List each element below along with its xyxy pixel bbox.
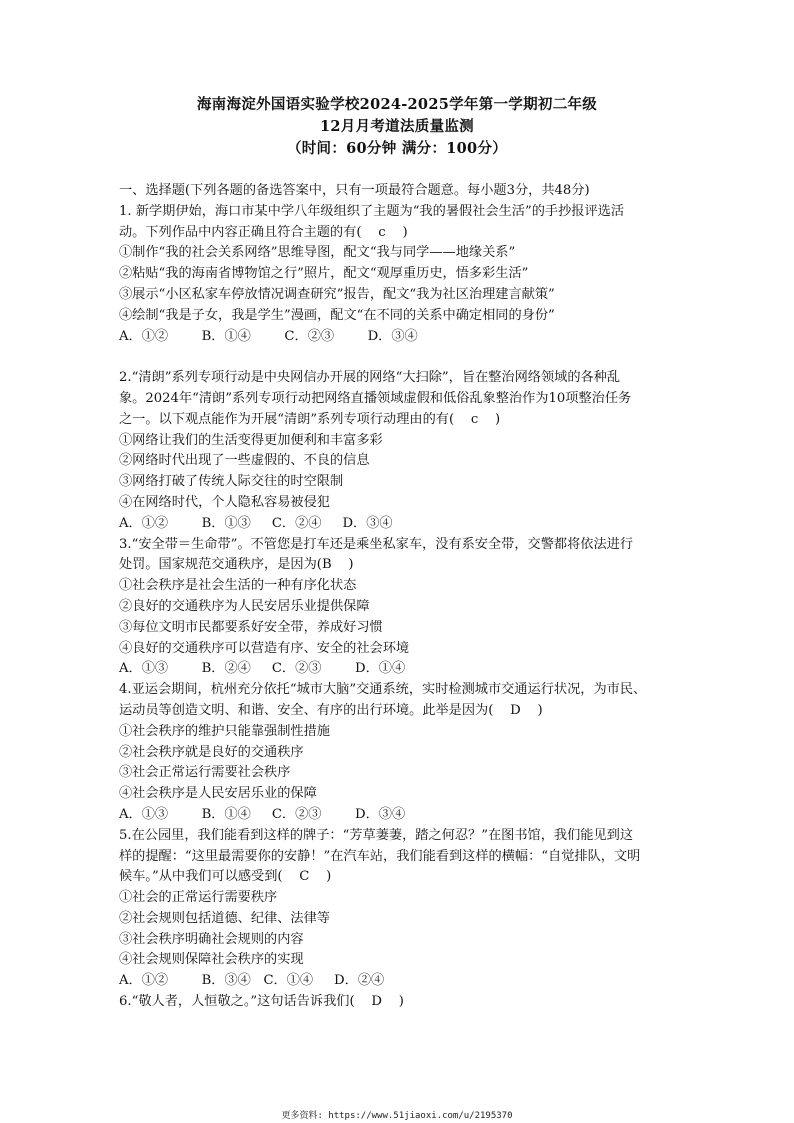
question-item: ①社会秩序是社会生活的一种有序化状态 xyxy=(119,578,357,594)
exam-title: 海南海淀外国语实验学校2024-2025学年第一学期初二年级 xyxy=(196,96,598,113)
question-options: A．①③ B．①④ C．②③ D．③④ xyxy=(119,806,406,822)
question-item: ④社会秩序是人民安居乐业的保障 xyxy=(119,786,317,802)
question-item: ②网络时代出现了一些虚假的、不良的信息 xyxy=(119,453,370,469)
question-2 xyxy=(119,368,681,534)
question-item: ②社会规则包括道德、纪律、法律等 xyxy=(119,910,330,926)
question-stem-line: 3.“安全带＝生命带”。不管您是打车还是乘坐私家车，没有系安全带，交警都将依法进行 xyxy=(119,536,633,552)
question-item: ④在网络时代，个人隐私容易被侵犯 xyxy=(119,494,330,510)
question-stem-line: 候车。”从中我们可以感受到( C ) xyxy=(119,869,332,885)
question-stem-line: 6.“敬人者，人恒敬之。”这句话告诉我们( D ) xyxy=(119,994,404,1010)
question-options: A．①② B．①④ C．②③ D．③④ xyxy=(119,328,418,344)
question-item: ①社会秩序的维护只能靠强制性措施 xyxy=(119,723,330,739)
question-item: ③社会正常运行需要社会秩序 xyxy=(119,765,291,781)
question-item: ②社会秩序就是良好的交通秩序 xyxy=(119,744,304,760)
exam-body xyxy=(119,181,681,1013)
question-item: ①制作“我的社会关系网络”思维导图，配文“我与同学——地缘关系” xyxy=(119,245,516,261)
question-item: ③展示“小区私家车停放情况调查研究”报告，配文“我为社区治理建言献策” xyxy=(119,286,555,302)
question-stem-line: 5.在公园里，我们能看到这样的牌子：“芳草萋萋，踏之何忍？”在图书馆，我们能见到这 xyxy=(119,827,633,843)
question-stem-line: 动。下列作品中内容正确且符合主题的有( c ) xyxy=(119,224,408,240)
question-1 xyxy=(119,202,681,348)
question-item: ①网络让我们的生活变得更加便利和丰富多彩 xyxy=(119,432,383,448)
question-stem-line: 之一。以下观点能作为开展“清朗”系列专项行动理由的有( c ) xyxy=(119,411,501,427)
question-item: ③每位文明市民都要系好安全带，养成好习惯 xyxy=(119,619,383,635)
question-5 xyxy=(119,826,681,992)
question-stem-line: 2.“清朗”系列专项行动是中央网信办开展的网络“大扫除”，旨在整治网络领域的各种乱 xyxy=(119,370,621,386)
spacer xyxy=(119,347,681,368)
exam-subtitle: 12月月考道法质量监测 xyxy=(320,118,474,135)
question-stem-line: 样的提醒：“这里最需要你的安静！”在汽车站，我们能看到这样的横幅：“自觉排队，文明 xyxy=(119,848,641,864)
exam-time-score: （时间：60分钟 满分：100分） xyxy=(286,140,508,157)
question-options: A．①② B．③④ C．①④ D．②④ xyxy=(119,973,385,989)
footer-source-link[interactable]: 更多资料: https://www.51jiaoxi.com/u/2195370 xyxy=(281,1111,513,1121)
question-options: A．①③ B．②④ C．②③ D．①④ xyxy=(119,661,406,677)
question-stem-line: 运动员等创造文明、和谐、安全、有序的出行环境。此举是因为( D ) xyxy=(119,702,543,718)
question-item: ④绘制“我是子女，我是学生”漫画，配文“在不同的关系中确定相同的身份” xyxy=(119,307,555,323)
question-stem-line: 1. 新学期伊始，海口市某中学八年级组织了主题为“我的暑假社会生活”的手抄报评选活 xyxy=(119,203,625,219)
question-item: ④社会规则保障社会秩序的实现 xyxy=(119,952,304,968)
question-4 xyxy=(119,680,681,826)
question-stem-line: 处罚。国家规范交通秩序，是因为(B ) xyxy=(119,557,354,573)
question-item: ②粘贴“我的海南省博物馆之行”照片，配文“观厚重历史，悟多彩生活” xyxy=(119,266,529,282)
question-item: ①社会的正常运行需要秩序 xyxy=(119,890,278,906)
question-3 xyxy=(119,535,681,681)
exam-header xyxy=(0,94,794,160)
question-item: ②良好的交通秩序为人民安居乐业提供保障 xyxy=(119,598,370,614)
question-stem-line: 4.亚运会期间，杭州充分依托“城市大脑”交通系统，实时检测城市交通运行状况，为市民、 xyxy=(119,682,647,698)
question-item: ③网络打破了传统人际交往的时空限制 xyxy=(119,474,344,490)
question-item: ③社会秩序明确社会规则的内容 xyxy=(119,931,304,947)
question-stem-line: 象。2024年“清朗”系列专项行动把网络直播领域虚假和低俗乱象整治作为10项整治任务 xyxy=(119,390,632,406)
question-6 xyxy=(119,992,681,1013)
question-item: ④良好的交通秩序可以营造有序、安全的社会环境 xyxy=(119,640,410,656)
section-title: 一、选择题(下列各题的备选答案中，只有一项最符合题意。每小题3分，共48分) xyxy=(119,183,590,198)
question-options: A．①② B．①③ C．②④ D．③④ xyxy=(119,515,393,531)
